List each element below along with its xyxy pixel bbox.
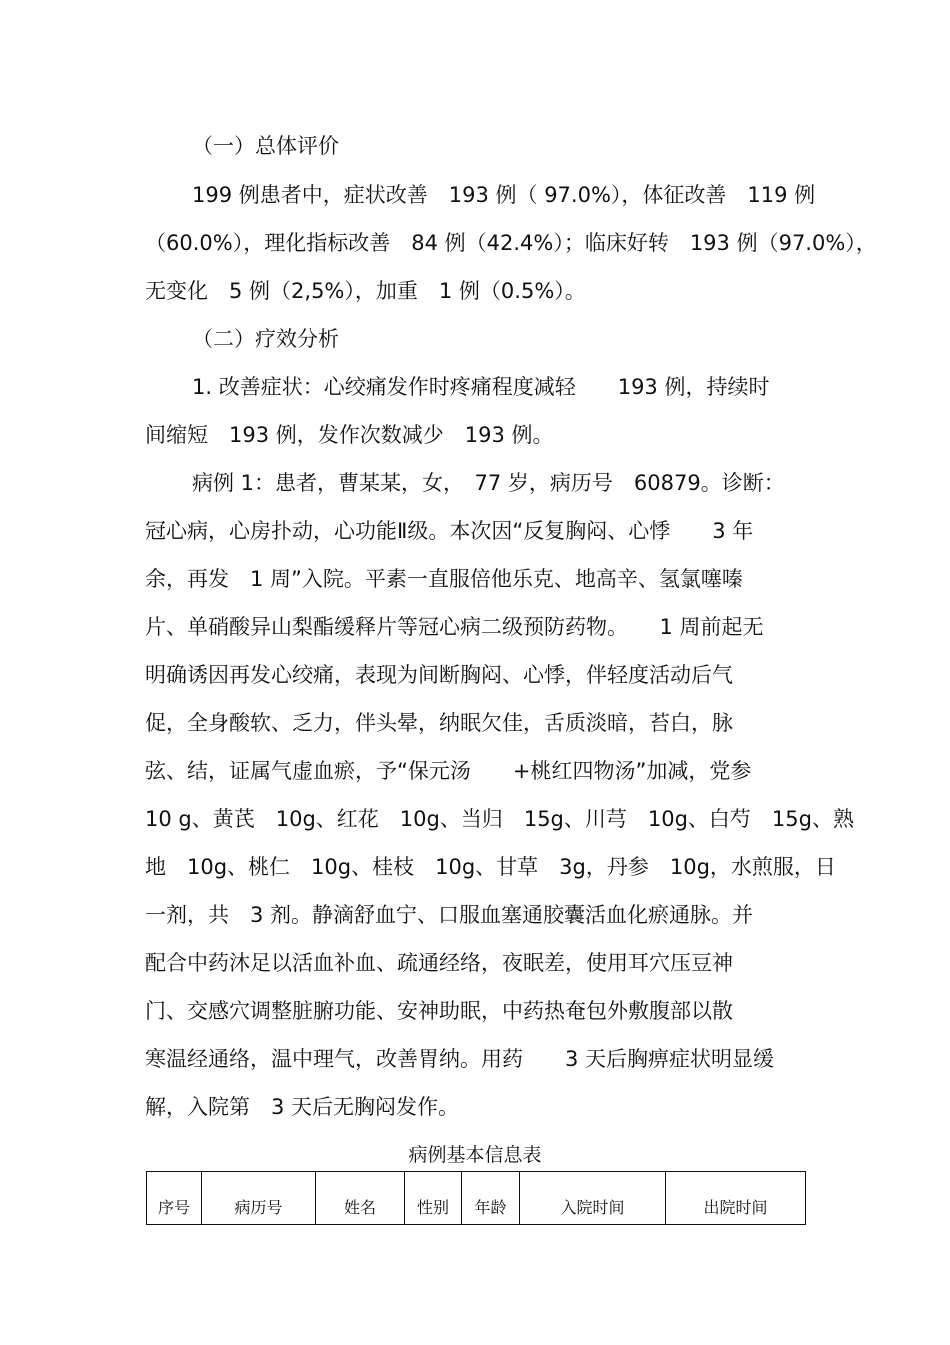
header-name: 姓名 [316,1172,405,1225]
paragraph-line: 199 例患者中，症状改善 193 例（ 97.0%），体征改善 119 例 [192,183,816,207]
paragraph-line: 病例 1：患者，曹某某，女， 77 岁，病历号 60879。诊断： [192,471,785,495]
paragraph-line: 10 g、黄芪 10g、红花 10g、当归 15g、川芎 10g、白芍 15g、熟 [145,807,854,831]
case-info-table [146,1171,806,1225]
header-discharge-date: 出院时间 [666,1172,806,1225]
table-header-row [147,1172,806,1225]
header-record-number: 病历号 [202,1172,316,1225]
paragraph-line: 一剂，共 3 剂。静滴舒血宁、口服血塞通胶囊活血化瘀通脉。并 [145,903,754,927]
paragraph-line: 明确诱因再发心绞痛，表现为间断胸闷、心悸，伴轻度活动后气 [145,663,733,687]
paragraph-line: 间缩短 193 例，发作次数减少 193 例。 [145,423,554,447]
paragraph-line: 无变化 5 例（2,5%），加重 1 例（0.5%）。 [145,279,586,303]
paragraph-line: （60.0%），理化指标改善 84 例（42.4%）；临床好转 193 例（97.0%）， [145,231,877,255]
section-heading-overall: （一）总体评价 [192,134,339,158]
section-heading-efficacy: （二）疗效分析 [192,327,339,351]
table-title: 病例基本信息表 [408,1144,542,1166]
paragraph-line: 1. 改善症状：心绞痛发作时疼痛程度减轻 193 例，持续时 [192,375,770,399]
paragraph-line: 冠心病，心房扑动，心功能Ⅱ级。本次因“反复胸闷、心悸 3 年 [145,519,754,543]
paragraph-line: 余，再发 1 周”入院。平素一直服倍他乐克、地高辛、氢氯噻嗪 [145,567,743,591]
header-admission-date: 入院时间 [520,1172,666,1225]
paragraph-line: 门、交感穴调整脏腑功能、安神助眠，中药热奄包外敷腹部以散 [145,999,733,1023]
paragraph-line: 解，入院第 3 天后无胸闷发作。 [145,1095,460,1119]
header-age: 年龄 [462,1172,520,1225]
paragraph-line: 配合中药沐足以活血补血、疏通经络，夜眠差，使用耳穴压豆神 [145,951,733,975]
paragraph-line: 弦、结，证属气虚血瘀，予“保元汤 +桃红四物汤”加减，党参 [145,759,752,783]
paragraph-line: 地 10g、桃仁 10g、桂枝 10g、甘草 3g，丹参 10g，水煎服，日 [145,855,836,879]
header-gender: 性别 [405,1172,462,1225]
paragraph-line: 寒温经通络，温中理气，改善胃纳。用药 3 天后胸痹症状明显缓 [145,1047,775,1071]
paragraph-line: 促，全身酸软、乏力，伴头晕，纳眠欠佳，舌质淡暗，苔白，脉 [145,711,733,735]
paragraph-line: 片、单硝酸异山梨酯缓释片等冠心病二级预防药物。 1 周前起无 [145,615,764,639]
header-serial-number: 序号 [147,1172,202,1225]
